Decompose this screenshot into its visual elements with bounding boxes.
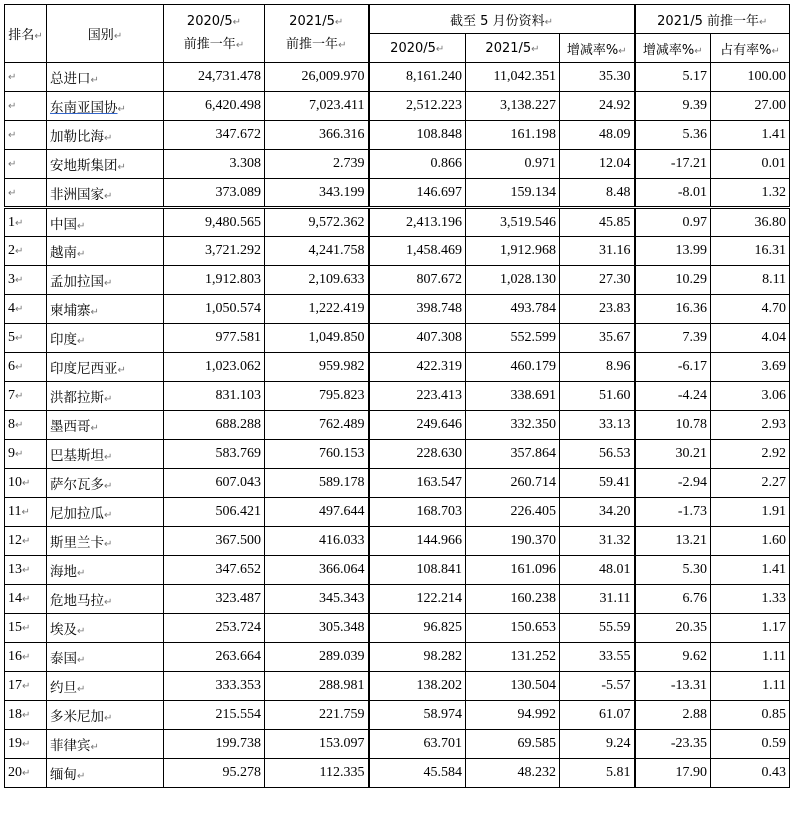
value-2020-trailing-cell: 9,480.565 [164,208,265,237]
value-2020-trailing-cell: 373.089 [164,179,265,208]
ytd-2021-cell: 338.691 [466,382,560,411]
value-2020-trailing-cell: 347.652 [164,556,265,585]
ytd-2020-cell: 2,413.196 [369,208,466,237]
rank-cell: 9↵ [5,440,47,469]
value-2020-trailing-cell: 688.288 [164,411,265,440]
country-row [5,469,790,498]
ytd-growth-cell: 24.92 [560,92,635,121]
ytd-growth-cell: 8.48 [560,179,635,208]
trailing-growth-cell: 30.21 [635,440,711,469]
ytd-growth-cell: 27.30 [560,266,635,295]
trailing-growth-cell: 5.17 [635,63,711,92]
trailing-growth-cell: 10.78 [635,411,711,440]
header-country: 国别↵ [47,5,164,63]
ytd-2020-cell: 63.701 [369,730,466,759]
rank-cell: 10↵ [5,469,47,498]
trailing-share-cell: 1.11 [711,643,790,672]
country-name-cell: 尼加拉瓜↵ [47,498,164,527]
value-2021-trailing-cell: 26,009.970 [265,63,369,92]
ytd-2020-cell: 108.841 [369,556,466,585]
ytd-2021-cell: 460.179 [466,353,560,382]
header-trailing-share: 占有率%↵ [711,34,790,63]
value-2021-trailing-cell: 366.316 [265,121,369,150]
ytd-2020-cell: 8,161.240 [369,63,466,92]
rank-cell: ↵ [5,63,47,92]
trailing-growth-cell: 16.36 [635,295,711,324]
country-row [5,382,790,411]
ytd-growth-cell: 55.59 [560,614,635,643]
trailing-share-cell: 1.11 [711,672,790,701]
country-name-cell: 斯里兰卡↵ [47,527,164,556]
country-name-cell: 墨西哥↵ [47,411,164,440]
country-row [5,643,790,672]
value-2020-trailing-cell: 1,912.803 [164,266,265,295]
trailing-growth-cell: -17.21 [635,150,711,179]
ytd-2020-cell: 108.848 [369,121,466,150]
country-name-cell: 菲律宾↵ [47,730,164,759]
country-name-cell: 约旦↵ [47,672,164,701]
value-2021-trailing-cell: 4,241.758 [265,237,369,266]
value-2020-trailing-cell: 3.308 [164,150,265,179]
trailing-share-cell: 27.00 [711,92,790,121]
value-2021-trailing-cell: 153.097 [265,730,369,759]
ytd-2021-cell: 131.252 [466,643,560,672]
value-2021-trailing-cell: 760.153 [265,440,369,469]
trailing-growth-cell: 2.88 [635,701,711,730]
trailing-share-cell: 100.00 [711,63,790,92]
value-2020-trailing-cell: 3,721.292 [164,237,265,266]
ytd-2020-cell: 407.308 [369,324,466,353]
country-name-cell: 加勒比海↵ [47,121,164,150]
value-2020-trailing-cell: 506.421 [164,498,265,527]
trailing-share-cell: 1.17 [711,614,790,643]
country-row [5,527,790,556]
value-2021-trailing-cell: 2,109.633 [265,266,369,295]
value-2020-trailing-cell: 333.353 [164,672,265,701]
ytd-2021-cell: 332.350 [466,411,560,440]
value-2020-trailing-cell: 831.103 [164,382,265,411]
rank-cell: 11↵ [5,498,47,527]
value-2020-trailing-cell: 199.738 [164,730,265,759]
ytd-2020-cell: 122.214 [369,585,466,614]
country-row [5,266,790,295]
country-row [5,701,790,730]
value-2020-trailing-cell: 6,420.498 [164,92,265,121]
ytd-growth-cell: 35.67 [560,324,635,353]
trailing-growth-cell: 5.36 [635,121,711,150]
rank-cell: 20↵ [5,759,47,788]
trailing-growth-cell: -1.73 [635,498,711,527]
ytd-growth-cell: 45.85 [560,208,635,237]
ytd-2021-cell: 161.198 [466,121,560,150]
value-2020-trailing-cell: 95.278 [164,759,265,788]
rank-cell: ↵ [5,179,47,208]
trailing-growth-cell: 6.76 [635,585,711,614]
rank-cell: ↵ [5,150,47,179]
rank-cell: 2↵ [5,237,47,266]
rank-cell: 6↵ [5,353,47,382]
trailing-share-cell: 1.33 [711,585,790,614]
value-2021-trailing-cell: 1,049.850 [265,324,369,353]
rank-cell: 14↵ [5,585,47,614]
header-trailing-group: 2021/5 前推一年↵ [635,5,790,34]
rank-cell: 8↵ [5,411,47,440]
header-trailing-growth: 增减率%↵ [635,34,711,63]
ytd-2020-cell: 0.866 [369,150,466,179]
value-2020-trailing-cell: 607.043 [164,469,265,498]
group-row [5,121,790,150]
trailing-share-cell: 1.60 [711,527,790,556]
country-name-cell: 巴基斯坦↵ [47,440,164,469]
ytd-2021-cell: 190.370 [466,527,560,556]
ytd-2021-cell: 11,042.351 [466,63,560,92]
country-row [5,730,790,759]
group-row [5,63,790,92]
trailing-share-cell: 0.59 [711,730,790,759]
trailing-share-cell: 2.92 [711,440,790,469]
ytd-2020-cell: 146.697 [369,179,466,208]
country-name-cell: 洪都拉斯↵ [47,382,164,411]
value-2021-trailing-cell: 289.039 [265,643,369,672]
country-row [5,411,790,440]
ytd-growth-cell: 5.81 [560,759,635,788]
country-row [5,295,790,324]
ytd-2020-cell: 96.825 [369,614,466,643]
group-row [5,150,790,179]
value-2021-trailing-cell: 288.981 [265,672,369,701]
country-row [5,208,790,237]
country-name-cell: 孟加拉国↵ [47,266,164,295]
ytd-2021-cell: 3,519.546 [466,208,560,237]
country-name-cell: 萨尔瓦多↵ [47,469,164,498]
value-2020-trailing-cell: 323.487 [164,585,265,614]
trailing-share-cell: 3.06 [711,382,790,411]
value-2021-trailing-cell: 762.489 [265,411,369,440]
ytd-growth-cell: 9.24 [560,730,635,759]
value-2021-trailing-cell: 497.644 [265,498,369,527]
group-row [5,179,790,208]
ytd-2021-cell: 161.096 [466,556,560,585]
country-row [5,585,790,614]
ytd-2021-cell: 0.971 [466,150,560,179]
country-row [5,353,790,382]
trailing-share-cell: 8.11 [711,266,790,295]
country-name-cell: 缅甸↵ [47,759,164,788]
trailing-growth-cell: 20.35 [635,614,711,643]
trailing-share-cell: 2.27 [711,469,790,498]
value-2021-trailing-cell: 2.739 [265,150,369,179]
import-table [4,4,790,788]
value-2020-trailing-cell: 24,731.478 [164,63,265,92]
ytd-growth-cell: 56.53 [560,440,635,469]
trailing-growth-cell: 13.99 [635,237,711,266]
trailing-growth-cell: 9.62 [635,643,711,672]
value-2021-trailing-cell: 795.823 [265,382,369,411]
trailing-growth-cell: 10.29 [635,266,711,295]
ytd-2021-cell: 130.504 [466,672,560,701]
ytd-2020-cell: 1,458.469 [369,237,466,266]
trailing-share-cell: 2.93 [711,411,790,440]
country-row [5,498,790,527]
ytd-growth-cell: 8.96 [560,353,635,382]
country-row [5,556,790,585]
country-row [5,324,790,353]
trailing-share-cell: 1.91 [711,498,790,527]
header-ytd-2021: 2021/5↵ [466,34,560,63]
ytd-2021-cell: 160.238 [466,585,560,614]
country-name-cell: 泰国↵ [47,643,164,672]
ytd-2020-cell: 249.646 [369,411,466,440]
value-2021-trailing-cell: 221.759 [265,701,369,730]
rank-cell: 15↵ [5,614,47,643]
country-name-cell: 海地↵ [47,556,164,585]
ytd-2021-cell: 1,912.968 [466,237,560,266]
ytd-2020-cell: 398.748 [369,295,466,324]
value-2020-trailing-cell: 347.672 [164,121,265,150]
value-2020-trailing-cell: 1,023.062 [164,353,265,382]
trailing-share-cell: 0.01 [711,150,790,179]
trailing-share-cell: 36.80 [711,208,790,237]
rank-cell: 19↵ [5,730,47,759]
value-2021-trailing-cell: 112.335 [265,759,369,788]
value-2020-trailing-cell: 977.581 [164,324,265,353]
ytd-growth-cell: 33.13 [560,411,635,440]
ytd-2020-cell: 223.413 [369,382,466,411]
value-2020-trailing-cell: 583.769 [164,440,265,469]
ytd-growth-cell: 12.04 [560,150,635,179]
country-name-cell: 安地斯集团↵ [47,150,164,179]
ytd-2021-cell: 94.992 [466,701,560,730]
ytd-2020-cell: 807.672 [369,266,466,295]
trailing-growth-cell: -13.31 [635,672,711,701]
ytd-growth-cell: 59.41 [560,469,635,498]
ytd-2020-cell: 58.974 [369,701,466,730]
trailing-share-cell: 4.04 [711,324,790,353]
country-name-cell: 印度↵ [47,324,164,353]
rank-cell: 18↵ [5,701,47,730]
ytd-2020-cell: 98.282 [369,643,466,672]
ytd-growth-cell: 31.11 [560,585,635,614]
trailing-share-cell: 3.69 [711,353,790,382]
ytd-growth-cell: -5.57 [560,672,635,701]
value-2021-trailing-cell: 416.033 [265,527,369,556]
country-name-cell: 非洲国家↵ [47,179,164,208]
value-2021-trailing-cell: 305.348 [265,614,369,643]
country-name-cell: 总进口↵ [47,63,164,92]
value-2021-trailing-cell: 9,572.362 [265,208,369,237]
country-name-cell: 东南亚国协↵ [47,92,164,121]
header-ytd-growth: 增减率%↵ [560,34,635,63]
country-name-cell: 多米尼加↵ [47,701,164,730]
header-2020-trailing: 2020/5↵ 前推一年↵ [164,5,265,63]
ytd-2021-cell: 357.864 [466,440,560,469]
ytd-growth-cell: 33.55 [560,643,635,672]
value-2020-trailing-cell: 215.554 [164,701,265,730]
rank-cell: 5↵ [5,324,47,353]
trailing-share-cell: 0.43 [711,759,790,788]
country-row [5,440,790,469]
ytd-2020-cell: 45.584 [369,759,466,788]
ytd-2021-cell: 226.405 [466,498,560,527]
trailing-share-cell: 4.70 [711,295,790,324]
trailing-growth-cell: 7.39 [635,324,711,353]
group-row [5,92,790,121]
country-name-cell: 越南↵ [47,237,164,266]
value-2021-trailing-cell: 589.178 [265,469,369,498]
ytd-2021-cell: 493.784 [466,295,560,324]
trailing-growth-cell: 0.97 [635,208,711,237]
ytd-2020-cell: 163.547 [369,469,466,498]
rank-cell: 16↵ [5,643,47,672]
trailing-share-cell: 1.41 [711,121,790,150]
header-2021-trailing: 2021/5↵ 前推一年↵ [265,5,369,63]
value-2021-trailing-cell: 1,222.419 [265,295,369,324]
rank-cell: 17↵ [5,672,47,701]
country-name-cell: 印度尼西亚↵ [47,353,164,382]
trailing-growth-cell: -2.94 [635,469,711,498]
ytd-2020-cell: 2,512.223 [369,92,466,121]
value-2020-trailing-cell: 253.724 [164,614,265,643]
rank-cell: 12↵ [5,527,47,556]
ytd-2021-cell: 150.653 [466,614,560,643]
ytd-growth-cell: 34.20 [560,498,635,527]
ytd-growth-cell: 51.60 [560,382,635,411]
header-ytd-group: 截至 5 月份资料↵ [369,5,635,34]
trailing-growth-cell: 9.39 [635,92,711,121]
ytd-2021-cell: 1,028.130 [466,266,560,295]
country-row [5,759,790,788]
ytd-2020-cell: 228.630 [369,440,466,469]
rank-cell: 1↵ [5,208,47,237]
trailing-share-cell: 1.41 [711,556,790,585]
ytd-growth-cell: 31.32 [560,527,635,556]
ytd-2020-cell: 422.319 [369,353,466,382]
trailing-growth-cell: 5.30 [635,556,711,585]
trailing-growth-cell: -4.24 [635,382,711,411]
country-name-cell: 危地马拉↵ [47,585,164,614]
trailing-share-cell: 1.32 [711,179,790,208]
trailing-share-cell: 0.85 [711,701,790,730]
value-2020-trailing-cell: 263.664 [164,643,265,672]
rank-cell: 7↵ [5,382,47,411]
ytd-growth-cell: 48.09 [560,121,635,150]
ytd-2021-cell: 48.232 [466,759,560,788]
country-row [5,614,790,643]
header-ytd-2020: 2020/5↵ [369,34,466,63]
rank-cell: 13↵ [5,556,47,585]
rank-cell: 4↵ [5,295,47,324]
value-2021-trailing-cell: 343.199 [265,179,369,208]
country-name-cell: 中国↵ [47,208,164,237]
rank-cell: 3↵ [5,266,47,295]
value-2020-trailing-cell: 367.500 [164,527,265,556]
value-2021-trailing-cell: 959.982 [265,353,369,382]
rank-cell: ↵ [5,92,47,121]
ytd-growth-cell: 48.01 [560,556,635,585]
ytd-growth-cell: 23.83 [560,295,635,324]
trailing-growth-cell: 17.90 [635,759,711,788]
trailing-growth-cell: -8.01 [635,179,711,208]
ytd-2020-cell: 168.703 [369,498,466,527]
value-2020-trailing-cell: 1,050.574 [164,295,265,324]
ytd-2020-cell: 144.966 [369,527,466,556]
header-rank: 排名↵ [5,5,47,63]
ytd-growth-cell: 31.16 [560,237,635,266]
country-name-cell: 柬埔寨↵ [47,295,164,324]
ytd-growth-cell: 35.30 [560,63,635,92]
trailing-growth-cell: 13.21 [635,527,711,556]
ytd-2020-cell: 138.202 [369,672,466,701]
trailing-growth-cell: -6.17 [635,353,711,382]
value-2021-trailing-cell: 7,023.411 [265,92,369,121]
trailing-share-cell: 16.31 [711,237,790,266]
ytd-2021-cell: 69.585 [466,730,560,759]
trailing-growth-cell: -23.35 [635,730,711,759]
value-2021-trailing-cell: 345.343 [265,585,369,614]
value-2021-trailing-cell: 366.064 [265,556,369,585]
ytd-2021-cell: 552.599 [466,324,560,353]
ytd-2021-cell: 260.714 [466,469,560,498]
country-row [5,237,790,266]
country-name-cell: 埃及↵ [47,614,164,643]
rank-cell: ↵ [5,121,47,150]
ytd-growth-cell: 61.07 [560,701,635,730]
country-row [5,672,790,701]
ytd-2021-cell: 159.134 [466,179,560,208]
ytd-2021-cell: 3,138.227 [466,92,560,121]
